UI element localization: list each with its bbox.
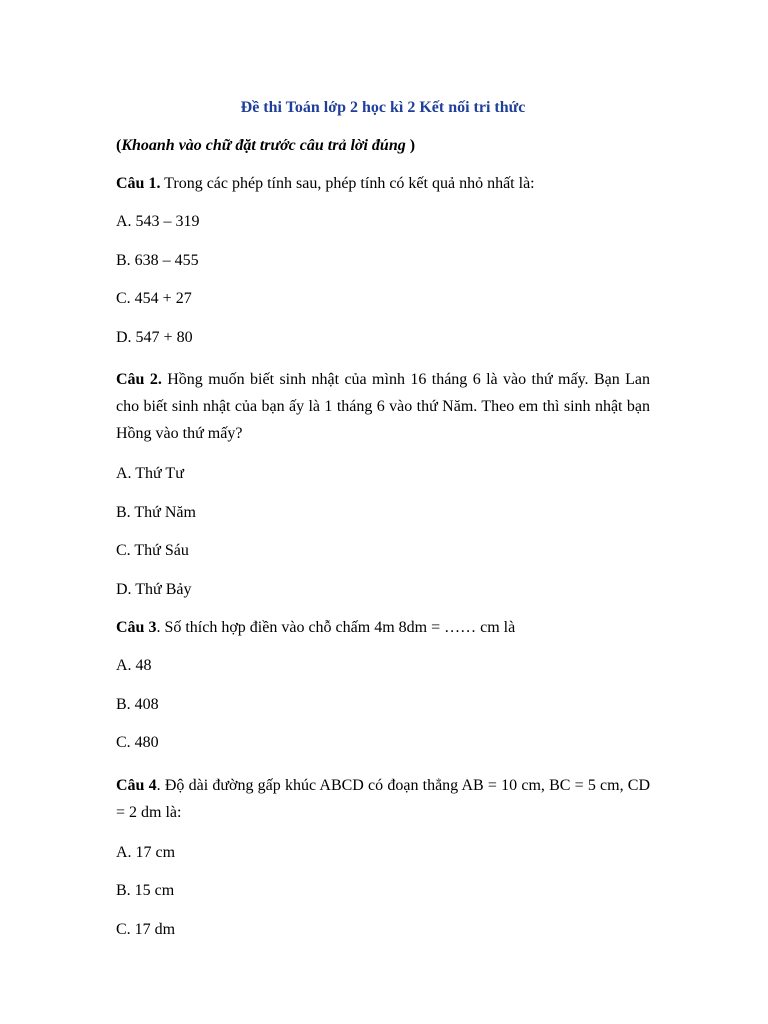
- question-2-option-b: B. Thứ Năm: [116, 503, 196, 521]
- question-1-text: Trong các phép tính sau, phép tính có kết quả nhỏ nhất là:: [160, 175, 535, 192]
- question-4: [116, 772, 650, 826]
- question-1-label: Câu 1.: [116, 175, 161, 192]
- question-4-option-a: A. 17 cm: [116, 843, 176, 861]
- question-3-text: . Số thích hợp điền vào chỗ chấm 4m 8dm = …… cm là: [156, 619, 516, 636]
- question-1-option-d: D. 547 + 80: [116, 328, 193, 346]
- question-1-option-b: B. 638 – 455: [116, 251, 199, 269]
- question-2-text: Hồng muốn biết sinh nhật của mình 16 tháng 6 là vào thứ mấy. Bạn Lan cho biết sinh nhật của bạn ấy là 1 tháng 6 vào thứ Năm. Theo em thì sinh nhật bạn Hồng vào thứ mấy?: [116, 371, 651, 442]
- document-title: Đề thi Toán lớp 2 học kì 2 Kết nối tri thức: [240, 99, 526, 116]
- question-4-option-b: B. 15 cm: [116, 882, 175, 899]
- question-3-label: Câu 3: [116, 619, 157, 636]
- question-3-option-b: B. 408: [116, 695, 159, 713]
- question-1-option-c: C. 454 + 27: [116, 290, 192, 307]
- question-2-label: Câu 2.: [116, 371, 162, 388]
- question-4-option-c: C. 17 dm: [116, 920, 176, 938]
- question-2-option-c: C. Thứ Sáu: [116, 542, 189, 559]
- instruction-text: Khoanh vào chữ đặt trước câu trả lời đúng: [121, 137, 410, 154]
- question-1: [116, 174, 650, 194]
- instruction: [116, 136, 650, 156]
- question-1-option-a: A. 543 – 319: [116, 213, 200, 230]
- question-3-option-c: C. 480: [116, 734, 159, 751]
- question-2: [116, 366, 650, 447]
- question-3: [116, 618, 650, 638]
- question-4-label: Câu 4: [116, 776, 157, 794]
- document-page: [116, 98, 650, 958]
- instruction-close-paren: ): [409, 137, 416, 154]
- question-2-option-a: A. Thứ Tư: [116, 465, 184, 482]
- instruction-open-paren: (: [116, 137, 122, 154]
- question-4-text: . Độ dài đường gấp khúc ABCD có đoạn thẳng AB = 10 cm, BC = 5 cm, CD = 2 dm là:: [116, 776, 651, 821]
- question-3-option-a: A. 48: [116, 657, 152, 674]
- question-2-option-d: D. Thứ Bảy: [116, 580, 192, 598]
